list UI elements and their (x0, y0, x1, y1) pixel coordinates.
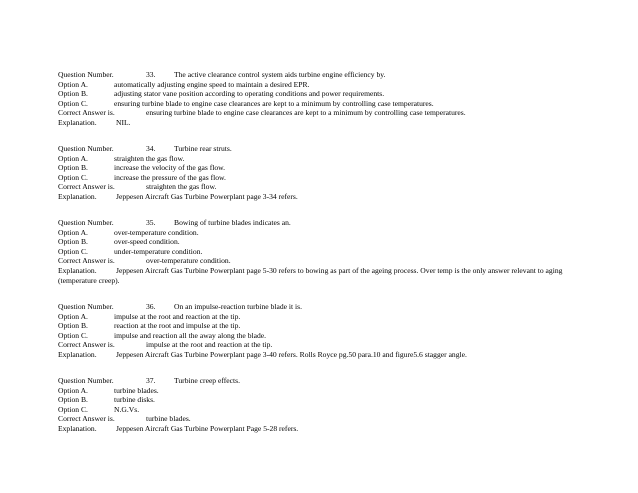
explanation-text: Jeppesen Aircraft Gas Turbine Powerplant page 3-40 refers. Rolls Royce pg.50 para.10 and figure5.6 stagger angle. (116, 349, 467, 359)
explanation-text: Jeppesen Aircraft Gas Turbine Powerplant Page 5-28 refers. (116, 423, 299, 433)
option-c-row (58, 99, 578, 109)
option-a-text: automatically adjusting engine speed to maintain a desired EPR. (114, 79, 310, 89)
option-c-label: Option C. (58, 246, 88, 256)
question-number-row (58, 144, 578, 154)
option-a-text: over-temperature condition. (114, 227, 199, 237)
question-number: 35. (146, 218, 156, 227)
option-a-row (58, 386, 578, 396)
option-c-text: impulse and reaction all the away along the blade. (114, 330, 267, 340)
question-text: On an impulse-reaction turbine blade it is. (174, 302, 303, 311)
correct-answer-text: over-temperature condition. (146, 256, 231, 266)
explanation-row (58, 424, 578, 434)
question-number-row (58, 302, 578, 312)
correct-answer-row (58, 108, 578, 118)
correct-answer-row (58, 256, 578, 266)
question-text: Bowing of turbine blades indicates an. (174, 218, 291, 227)
question-number: 37. (146, 376, 156, 385)
option-a-label: Option A. (58, 79, 88, 89)
option-a-label: Option A. (58, 153, 88, 163)
correct-answer-row (58, 182, 578, 192)
question-block-35 (58, 218, 578, 285)
correct-answer-row (58, 414, 578, 424)
question-number: 33. (146, 70, 156, 79)
correct-answer-text: ensuring turbine blade to engine case clearances are kept to a minimum by controlling case temperatures. (146, 108, 466, 118)
question-number-row (58, 376, 578, 386)
option-c-row (58, 331, 578, 341)
option-c-text: N.G.Vs. (114, 404, 140, 414)
option-c-text: increase the pressure of the gas flow. (114, 172, 226, 182)
question-number: 36. (146, 302, 156, 311)
option-a-row (58, 228, 578, 238)
option-b-row (58, 237, 578, 247)
correct-answer-text: straighten the gas flow. (146, 182, 217, 192)
option-c-row (58, 173, 578, 183)
explanation-row (58, 350, 578, 360)
option-b-text: over-speed condition. (114, 237, 180, 247)
option-a-label: Option A. (58, 227, 88, 237)
correct-answer-label: Correct Answer is. (58, 414, 115, 424)
explanation-label: Explanation. (58, 265, 97, 275)
explanation-label: Explanation. (58, 117, 97, 127)
option-b-label: Option B. (58, 89, 88, 99)
explanation-row (58, 118, 578, 128)
option-a-row (58, 312, 578, 322)
option-b-row (58, 163, 578, 173)
correct-answer-label: Correct Answer is. (58, 340, 115, 350)
option-c-label: Option C. (58, 98, 88, 108)
option-c-label: Option C. (58, 330, 88, 340)
option-b-text: reaction at the root and impulse at the tip. (114, 321, 241, 331)
question-number-row (58, 218, 578, 228)
option-c-row (58, 405, 578, 415)
option-a-label: Option A. (58, 385, 88, 395)
question-number-label: Question Number. (58, 302, 114, 311)
option-a-text: impulse at the root and reaction at the tip. (114, 311, 241, 321)
correct-answer-text: impulse at the root and reaction at the tip. (146, 340, 273, 350)
option-b-text: adjusting stator vane position according to operating conditions and power requirements. (114, 89, 385, 99)
correct-answer-text: turbine blades. (146, 414, 191, 424)
option-b-label: Option B. (58, 163, 88, 173)
question-block-37 (58, 376, 578, 434)
correct-answer-label: Correct Answer is. (58, 256, 115, 266)
option-a-row (58, 154, 578, 164)
explanation-text: Jeppesen Aircraft Gas Turbine Powerplant page 5-30 refers to bowing as part of the ageing process. Over temp is the only answer relevant to aging (temperature creep). (58, 265, 563, 285)
explanation-row (58, 266, 578, 285)
question-number: 34. (146, 144, 156, 153)
option-a-text: turbine blades. (114, 385, 159, 395)
question-text: The active clearance control system aids turbine engine efficiency by. (174, 70, 386, 79)
option-c-text: under-temperature condition. (114, 246, 203, 256)
option-a-text: straighten the gas flow. (114, 153, 185, 163)
question-number-row (58, 70, 578, 80)
option-c-text: ensuring turbine blade to engine case clearances are kept to a minimum by controlling case temperatures. (114, 98, 434, 108)
option-a-label: Option A. (58, 311, 88, 321)
option-b-label: Option B. (58, 395, 88, 405)
question-text: Turbine creep effects. (174, 376, 241, 385)
correct-answer-label: Correct Answer is. (58, 182, 115, 192)
option-c-label: Option C. (58, 172, 88, 182)
option-b-label: Option B. (58, 321, 88, 331)
explanation-label: Explanation. (58, 423, 97, 433)
explanation-row (58, 192, 578, 202)
question-number-label: Question Number. (58, 218, 114, 227)
correct-answer-row (58, 340, 578, 350)
option-b-text: increase the velocity of the gas flow. (114, 163, 226, 173)
question-block-36 (58, 302, 578, 360)
explanation-text: Jeppesen Aircraft Gas Turbine Powerplant page 3-34 refers. (116, 191, 298, 201)
explanation-label: Explanation. (58, 349, 97, 359)
question-number-label: Question Number. (58, 376, 114, 385)
option-b-text: turbine disks. (114, 395, 155, 405)
question-block-33 (58, 70, 578, 128)
question-block-34 (58, 144, 578, 202)
option-b-row (58, 395, 578, 405)
option-b-row (58, 89, 578, 99)
explanation-label: Explanation. (58, 191, 97, 201)
option-a-row (58, 80, 578, 90)
option-b-label: Option B. (58, 237, 88, 247)
correct-answer-label: Correct Answer is. (58, 108, 115, 118)
option-c-row (58, 247, 578, 257)
question-number-label: Question Number. (58, 144, 114, 153)
option-c-label: Option C. (58, 404, 88, 414)
question-text: Turbine rear struts. (174, 144, 232, 153)
explanation-text: NIL. (116, 117, 131, 127)
option-b-row (58, 321, 578, 331)
question-number-label: Question Number. (58, 70, 114, 79)
